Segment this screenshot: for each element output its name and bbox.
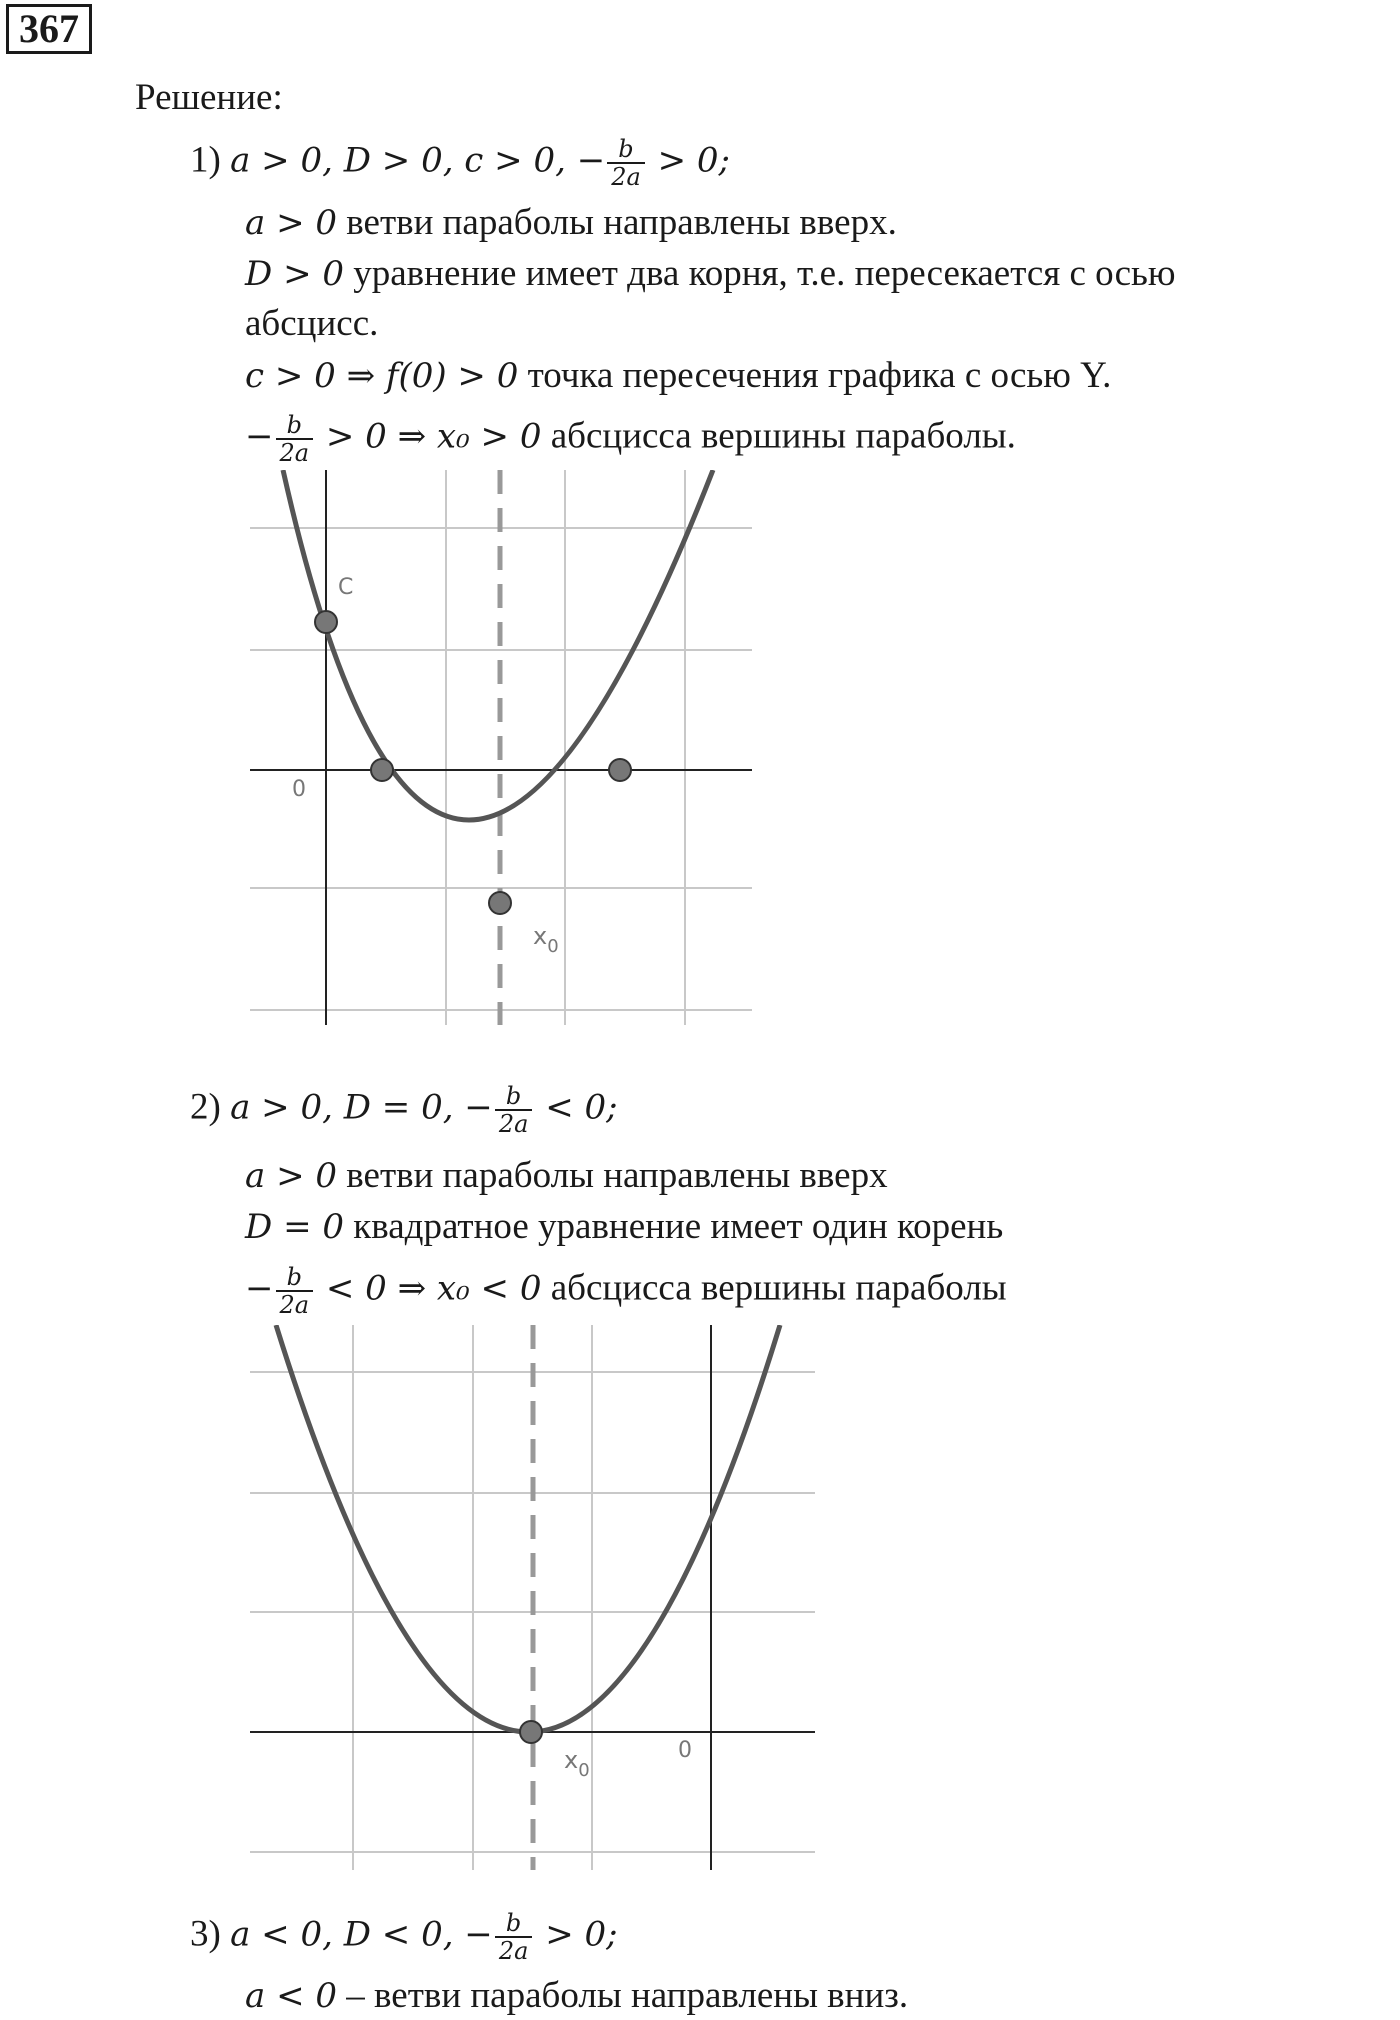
case2-number: 2) [190,1086,221,1128]
case2-vertex-line: − $\frac{b}{2a}$ < 0 ⇒ x₀ < 0 абсцисса вершины параболы [245,1263,1007,1319]
case1-root-left [371,759,393,781]
case1-line-3: абсцисс. [245,303,379,344]
case1-condition [190,136,730,190]
case2-line-2: D = 0 квадратное уравнение имеет один корень [245,1206,1004,1247]
case2-label-x0: $x_0$ [564,1746,590,1781]
solution-heading: Решение: [135,77,283,118]
case2-parabola-graph [240,1325,820,1885]
case1-label-c: C [338,575,354,600]
case2-vertex [520,1721,542,1743]
problem-number: 367 [6,4,92,54]
case3-line-1: a < 0 – ветви параболы направлены вниз. [245,1975,909,2016]
case1-condition-fraction: $\frac{b}{2a}$ [607,136,645,190]
case3-condition: 3) a < 0, D < 0, − $\frac{b}{2a}$ > 0; [190,1909,618,1965]
case1-condition-main: a > 0, D > 0, c > 0, − [230,140,606,181]
case1-root-right [609,759,631,781]
case1-number: 1) [190,139,221,181]
case2-label-origin: 0 [678,1738,692,1763]
case1-label-x0: $x_0$ [533,922,559,957]
case1-line-2: D > 0 уравнение имеет два корня, т.е. пересекается с осью [245,253,1176,294]
case2-line-1: a > 0 ветви параболы направлены вверх [245,1155,888,1196]
case3-number: 3) [190,1913,221,1955]
case1-label-origin: 0 [292,777,306,802]
case1-parabola-graph [240,470,760,1030]
case1-line-1: a > 0 ветви параболы направлены вверх. [245,202,897,243]
case1-line-4: c > 0 ⇒ f(0) > 0 точка пересечения графика с осью Y. [245,355,1112,396]
case1-vertex-line: − $\frac{b}{2a}$ > 0 ⇒ x₀ > 0 абсцисса вершины параболы. [245,411,1016,467]
case2-condition: 2) a > 0, D = 0, − $\frac{b}{2a}$ < 0; [190,1082,618,1138]
case1-vertex [489,892,511,914]
case1-point-c [315,611,337,633]
case1-condition-tail: > 0; [646,140,730,181]
case2-parabola-curve [276,1325,780,1732]
